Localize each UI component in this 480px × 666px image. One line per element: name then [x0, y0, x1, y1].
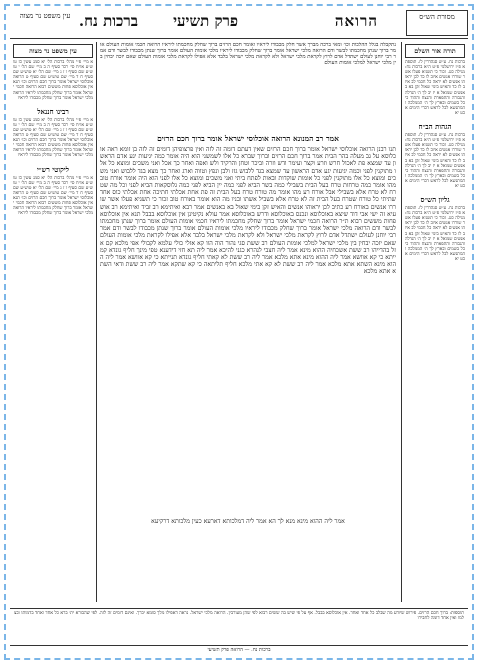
tosafot-text: תוספות: ברוך חכם הרזים. פירוש שיודע מה שבלב כל אחד ואחד. אין אוכלוסא בבבל. אף על פי שיש בה ששים רבוא לפי שהן מעורבין. הרואה מלכי ישראל. נראה דאפילו מלך סומא יברך. ואינם דומים זה לזה. לפי שהבורא ית׳ ברא כל אחד ואחד בדמותו ובצלמו ואין אחד דומה לחבירו — [14, 611, 464, 622]
page-header — [10, 10, 468, 39]
left-margin-text-2: א מיי׳ פ״י מהל׳ ברכות הל׳ יא סמג עשין כז טוש״ע או״ח סי׳ רכד סעיף ה ב מיי׳ שם הל׳ י טוש״ע שם סעיף ו ז ג מיי׳ שם הל׳ יא טוש״ע שם סעיף ח ד מיי׳ שם טוש״ע שם סעיף ט הרואה אוכלוסי ישראל אומר ברוך חכם הרזים וכו׳ תנא אין אוכלוסא פחות מששים רבוא הרואה חכמי ישראל אומר ברוך שחלק מחכמתו ליראיו הרואה מלכי ישראל אומר ברוך שחלק מכבודו ליראיו — [13, 117, 93, 159]
right-margin-text-3: ברכות נח. ע״ש סנהדרין לז. תוספתא פ״ז ירושלמי פ״ט ה״א ברכות נח: מגילה כט. זכור כי תשגיא פעלו אשר שוררו אנשים איוב לו כד לכן יראוהו אנשים לא יראה כל חכמי לב איוב לז כד והאיש בימי שאול זקן בא באנשים שמואל א יז יב לך ה׳ הגדלה והגבורה והתפארת והנצח וההוד כי כל בשמים ובארץ לך ה׳ הממלכה והמתנשא לכל לראש דברי הימים א כט יא — [405, 206, 465, 262]
gemara-text: תנו רבנן הרואה אוכלוסי ישראל אומר ברוך חכם הרזים שאין דעתם דומה זה לזה ואין פרצופיהן דומים זה לזה בן זומא ראה אוכלוסא על גב מעלה בהר הבית אמר ברוך חכם הרזים וברוך שברא כל אלו לשמשני הוא היה אומר כמה יגיעות יגע אדם הראשון עד שמצא פת לאכול חרש וזרע וקצר ועימר ודש וזרה וביכר וטחן והרקיד ולש ואפה ואחר כך אכל ואני משכים ומוצא כל אלו מתוקנין לפני וכמה יגיעות יגע אדם הראשון עד שמצא בגד ללבוש גזז ולבן ונפץ וטווה וארג ואחר כך מצא בגד ללבוש ואני משכים ומוצא כל אלו מתוקנין לפני כל אומות שוקדות ובאות לפתח ביתי ואני משכים ומוצא כל אלו לפני הוא היה אומר אורח טוב מהו אומר כמה טרחות טרח בעל הבית בשבילי כמה בשר הביא לפני כמה יין הביא לפני כמה גלוסקאות הביא לפני וכל מה שטרח לא טרח אלא בשבילי אבל אורח רע מהו אומר מה טורח טרח בעל הבית זה פת אחת אכלתי חתיכה אחת אכלתי כוס אחד שתיתי כל טורח שטרח בעל הבית זה לא טרח אלא בשביל אשתו ובניו מה הוא אומר באורח טוב זכור כי תשגיא פעלו אשר שוררו אנשים באורח רע כתיב לכן יראוהו אנשים והאיש זקן בימי שאול בא באנשים אמר רבא ואיתימא רב זביד ואיתימא רב אושעיא זה ישי אבי דוד שיצא באוכלוסא ונכנס באוכלוסא ודרש באוכלוסא אמר עולא נקיטינן אין אוכלוסא בבבל תנא אין אוכלוסא פחות מששים רבוא ת״ר הרואה חכמי ישראל אומר ברוך שחלק מחכמתו ליראיו חכמי אומות העולם אומר ברוך שנתן מחכמתו לבשר ודם הרואה מלכי ישראל אומר ברוך שחלק מכבודו ליראיו מלכי אומות העולם אומר ברוך שנתן מכבודו לבשר ודם אמר רבי יוחנן לעולם ישתדל אדם לרוץ לקראת מלכי ישראל ולא לקראת מלכי ישראל בלבד אלא אפילו לקראת מלכי אומות העולם שאם יזכה יבחין בין מלכי ישראל למלכי אומות העולם רב ששת סגי נהור הוה הוו קא אזלי כולי עלמא לקבולי אפי מלכא קם אזל בהדייהו רב ששת אשכחיה ההוא מינא אמר ליה חצבי לנהרא כגני להיכא אמר ליה תא חזי דידענא טפי מינך חליף גונדא קמייתא כי קא אוושא אמר ליה ההוא מינא אתא מלכא אמר ליה רב ששת לא קאתי חליף גונדא תנייתא כי קא אוושא אמר ליה ההוא מינא השתא אתא מלכא אמר ליה רב ששת לא קא אתי מלכא חליף תליתאה כי קא שתקא אמר ליה רב ששת ודאי השתא אתא מלכא — [100, 146, 396, 276]
main-text-column — [100, 42, 396, 602]
rabbeinu-chananel-heading: רבינו חננאל — [37, 106, 69, 116]
page-footer: ברכות נח. — הרואה פרק תשיעי — [10, 645, 468, 655]
right-margin-text-2: ברכות נח. ע״ש סנהדרין לז. תוספתא פ״ז ירושלמי פ״ט ה״א ברכות נח: מגילה כט. זכור כי תשגיא פעלו אשר שוררו אנשים איוב לו כד לכן יראוהו אנשים לא יראה כל חכמי לב איוב לז כד והאיש בימי שאול זקן בא באנשים שמואל א יז יב לך ה׳ הגדלה והגבורה והתפארת והנצח וההוד כי כל בשמים ובארץ לך ה׳ הממלכה והמתנשא לכל לראש דברי הימים א כט יא — [405, 133, 465, 189]
talmud-page — [10, 10, 468, 654]
rashi-commentary: נתקבלה בגלל ההלכות וכו׳ ומאי ברכה מברך אשר חלק מכבודו ליראיו ואומר חכם הרזים ברוך שחלק מחכמתו ליראיו הרואה חכמי אומות העולם אומר ברוך שנתן מחכמתו לבשר ודם הרואה מלכי ישראל אומר ברוך שחלק מכבודו ליראיו מלכי אומות העולם אומר ברוך שנתן מכבודו לבשר ודם אמר רבי יוחנן לעולם ישתדל אדם לרוץ לקראת מלכי ישראל ולא לקראת מלכי ישראל בלבד אלא אפילו לקראת מלכי אומות העולם שאם יזכה יבחין בין מלכי ישראל למלכי אומות העולם — [100, 42, 396, 67]
masoret-box: מסורת הש״ס — [406, 10, 468, 36]
left-margin-column — [10, 42, 97, 602]
torah-or-box: תורה אור השלם — [405, 44, 465, 58]
gilyon-heading: גליון הש״ס — [420, 195, 450, 205]
chapter-number: פרק תשיעי — [173, 12, 238, 30]
left-margin-text-3: א מיי׳ פ״י מהל׳ ברכות הל׳ יא סמג עשין כז טוש״ע או״ח סי׳ רכד סעיף ה ב מיי׳ שם הל׳ י טוש״ע שם סעיף ו ז ג מיי׳ שם הל׳ יא טוש״ע שם סעיף ח ד מיי׳ שם טוש״ע שם סעיף ט הרואה אוכלוסי ישראל אומר ברוך חכם הרזים וכו׳ תנא אין אוכלוסא פחות מששים רבוא הרואה חכמי ישראל אומר ברוך שחלק מחכמתו ליראיו הרואה מלכי ישראל אומר ברוך שחלק מכבודו ליראיו — [13, 175, 93, 217]
ein-mishpat-ref-box: עין משפט נר מצוה — [13, 44, 93, 58]
left-margin-text: א מיי׳ פ״י מהל׳ ברכות הל׳ יא סמג עשין כז טוש״ע או״ח סי׳ רכד סעיף ה ב מיי׳ שם הל׳ י טוש״ע שם סעיף ו ז ג מיי׳ שם הל׳ יא טוש״ע שם סעיף ח ד מיי׳ שם טוש״ע שם סעיף ט הרואה אוכלוסי ישראל אומר ברוך חכם הרזים וכו׳ תנא אין אוכלוסא פחות מששים רבוא הרואה חכמי ישראל אומר ברוך שחלק מחכמתו ליראיו הרואה מלכי ישראל אומר ברוך שחלק מכבודו ליראיו — [13, 60, 93, 101]
hagahot-heading: הגהות הב״ח — [418, 122, 452, 132]
right-margin-column — [401, 42, 468, 602]
ein-mishpat-box: עין משפט נר מצוה — [19, 12, 71, 20]
bottom-commentary — [10, 608, 468, 655]
folio-label: ברכות נח. — [78, 12, 138, 30]
right-margin-text: ברכות נח. ע״ש סנהדרין לז. תוספתא פ״ז ירושלמי פ״ט ה״א ברכות נח: מגילה כט. זכור כי תשגיא פעלו אשר שוררו אנשים איוב לו כד לכן יראוהו אנשים לא יראה כל חכמי לב איוב לז כד והאיש בימי שאול זקן בא באנשים שמואל א יז יב לך ה׳ הגדלה והגבורה והתפארת והנצח וההוד כי כל בשמים ובארץ לך ה׳ הממלכה והמתנשא לכל לראש דברי הימים א כט יא — [405, 60, 465, 116]
gemara-opening: אמר רב המנונא הרואה אוכלוסי ישראל אומר ברוך חכם הרזים — [157, 134, 339, 143]
gemara-closing: אמר ליה ההוא מינא מנא לך הא אמר ליה דמלכותא דארעא כעין מלכותא דרקיעא — [151, 518, 345, 525]
chapter-name: הרואה — [334, 12, 378, 30]
likutei-rashi-heading: ליקוטי רש״י — [36, 164, 70, 174]
